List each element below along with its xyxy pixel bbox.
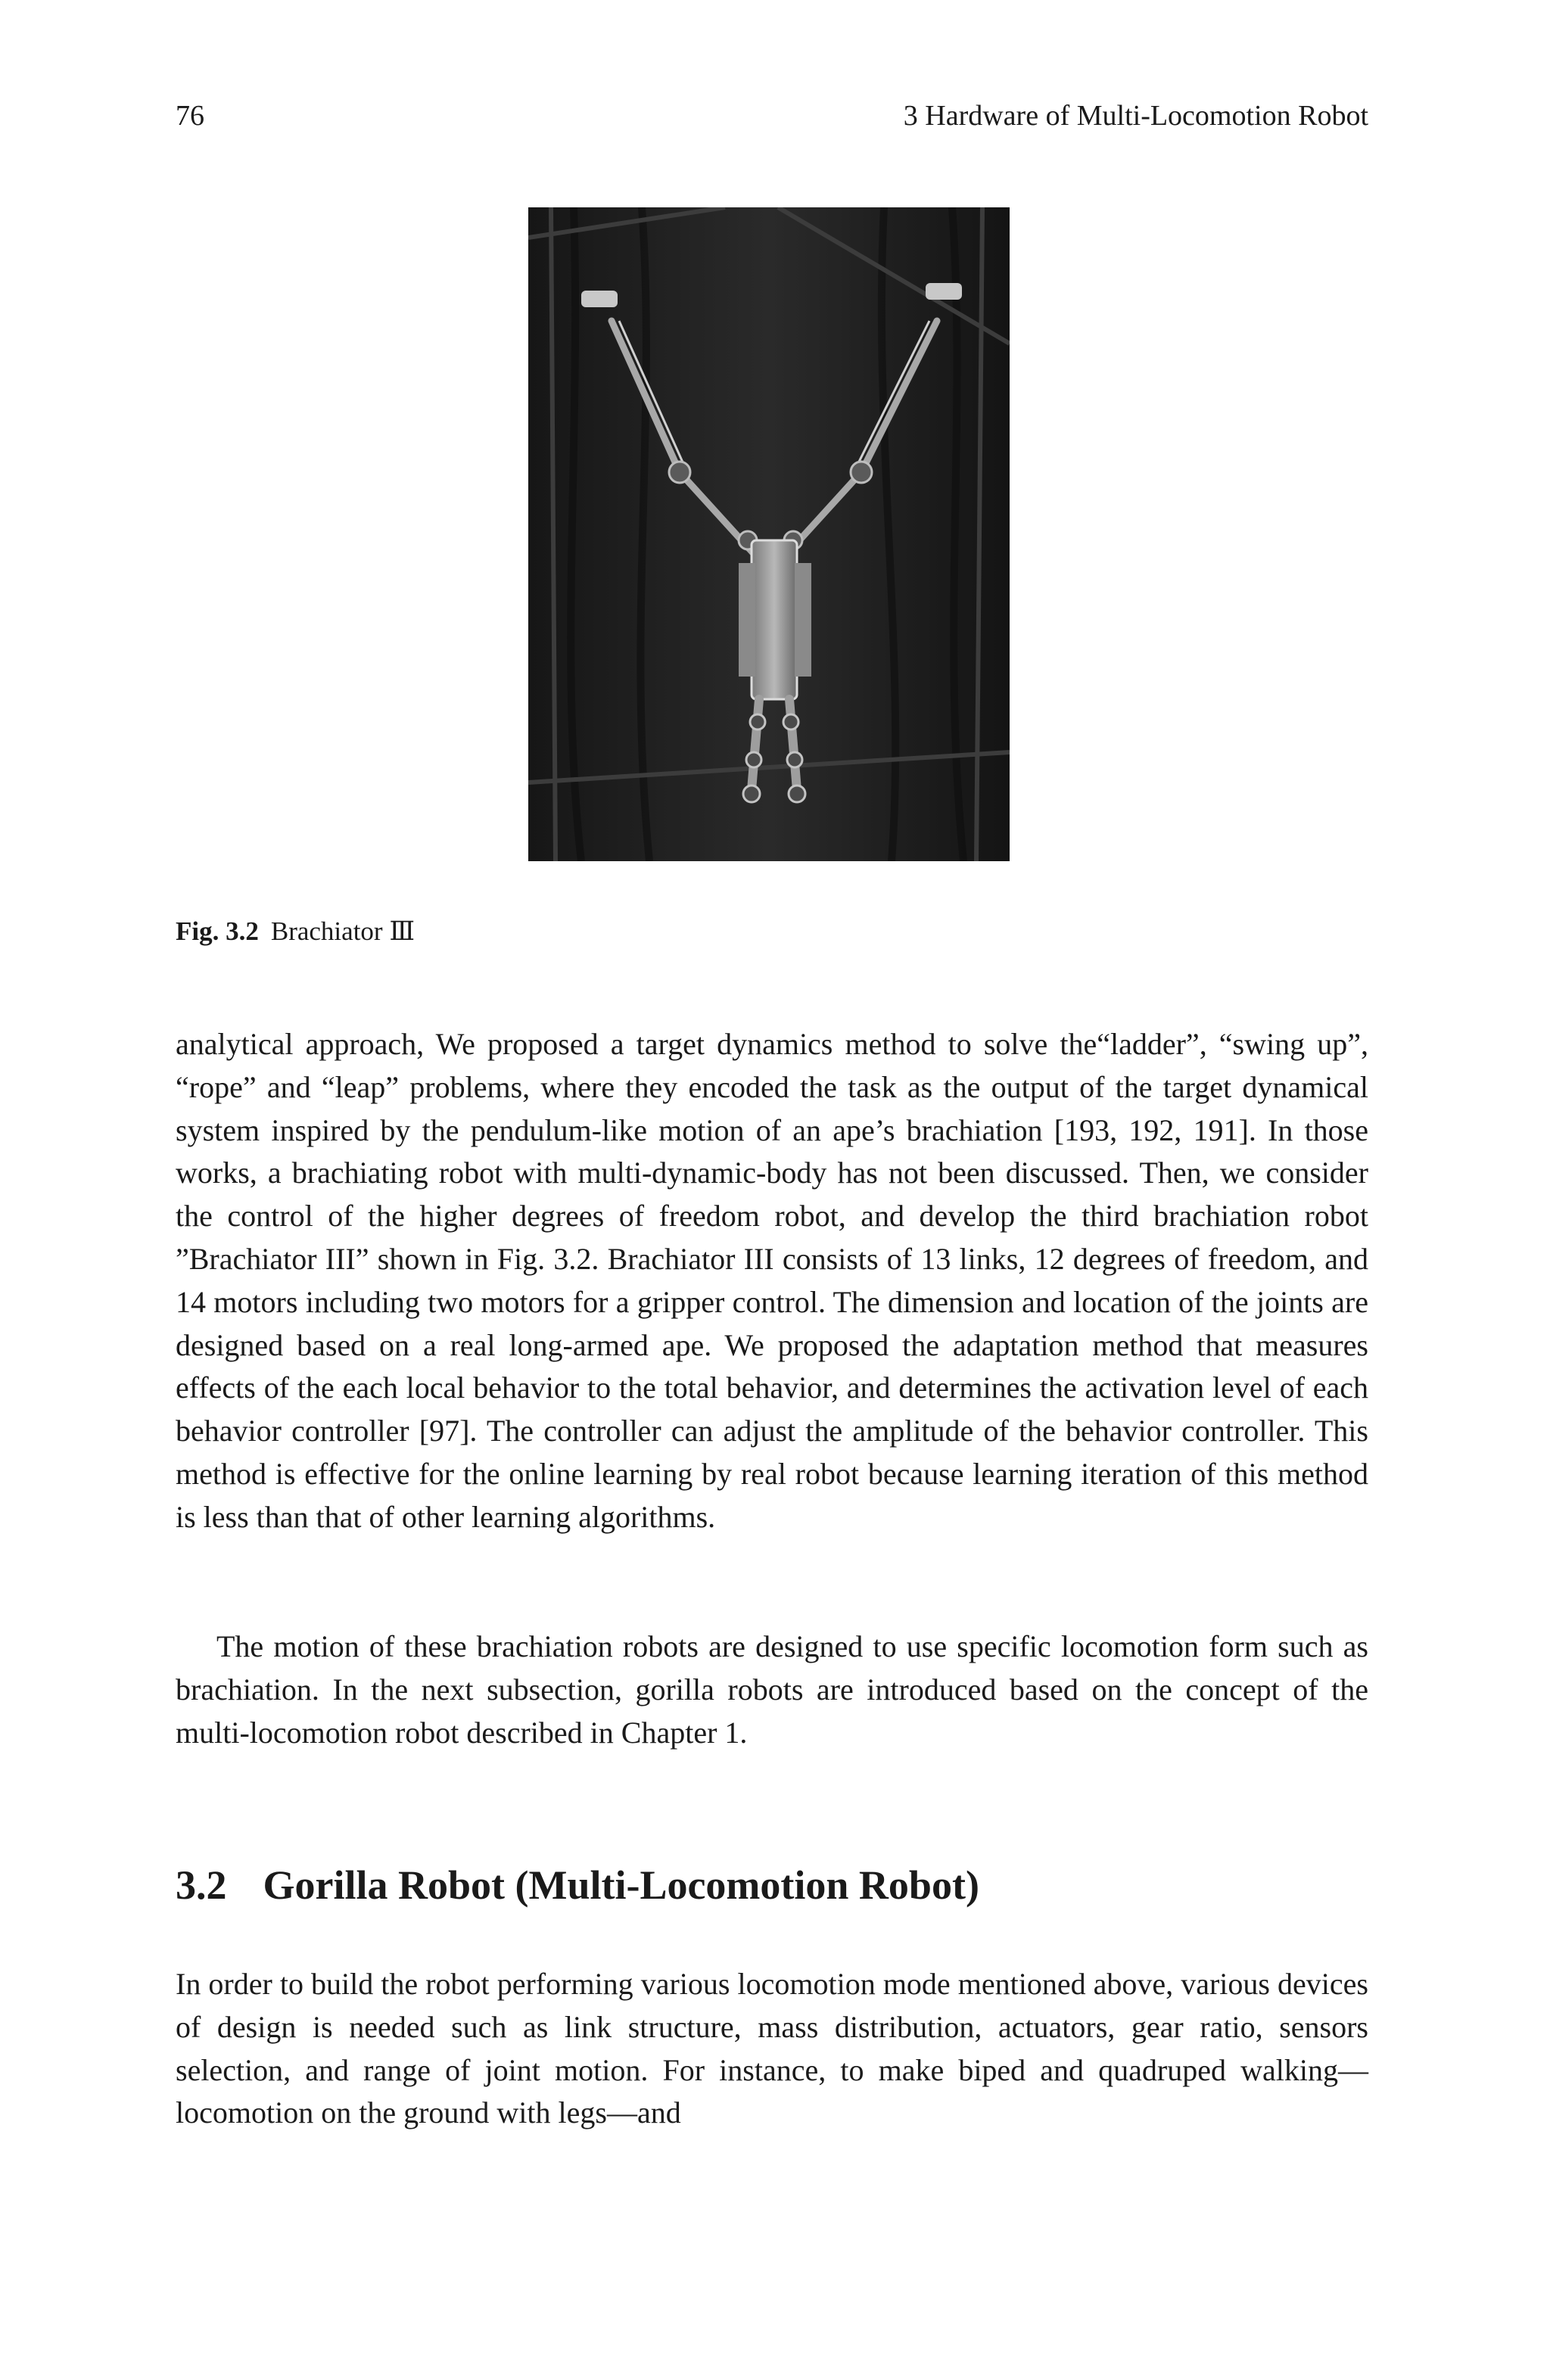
section-heading [176, 1859, 979, 1912]
section-title: Gorilla Robot (Multi-Locomotion Robot) [263, 1862, 979, 1908]
figure-caption [176, 914, 415, 949]
figure-caption-text: Brachiator Ⅲ [270, 916, 416, 946]
page-number: 76 [176, 100, 204, 132]
running-head: 3 Hardware of Multi-Locomotion Robot [903, 100, 1368, 132]
figure-label: Fig. 3.2 [176, 916, 259, 946]
body-paragraph: analytical approach, We proposed a target dynamics method to solve the“ladder”, “swing up”, “rope” and “leap” problems, where they encoded the task as the output of the target dynamical system inspired by the pendulum-like motion of an ape’s brachiation [193, 192, 191]. In those works, a brachiating robot with multi-dynamic-body has not been discussed. Then, we consider the control of the higher degrees of freedom robot, and develop the third brachiation robot ”Brachiator III” shown in Fig. 3.2. Brachiator III consists of 13 links, 12 degrees of freedom, and 14 motors including two motors for a gripper control. The dimension and location of the joints are designed based on a real long-armed ape. We proposed the adaptation method that measures effects of the each local behavior to the total behavior, and determines the activation level of each behavior controller [97]. The controller can adjust the amplitude of the behavior controller. This method is effective for the online learning by real robot because learning iteration of this method is less than that of other learning algorithms. [176, 1027, 1368, 1534]
section-number: 3.2 [176, 1862, 227, 1908]
robot-photo [528, 207, 1010, 861]
figure-photo-brachiator [528, 207, 1010, 861]
body-paragraph: The motion of these brachiation robots are designed to use specific locomotion form such as brachiation. In the next subsection, gorilla robots are introduced based on the concept of the multi-locomotion robot described in Chapter 1. [176, 1629, 1368, 1750]
body-paragraph: In order to build the robot performing various locomotion mode mentioned above, various devices of design is needed such as link structure, mass distribution, actuators, gear ratio, sensors selection, and range of joint motion. For instance, to make biped and quadruped walking—locomotion on the ground with legs—and [176, 1967, 1368, 2130]
